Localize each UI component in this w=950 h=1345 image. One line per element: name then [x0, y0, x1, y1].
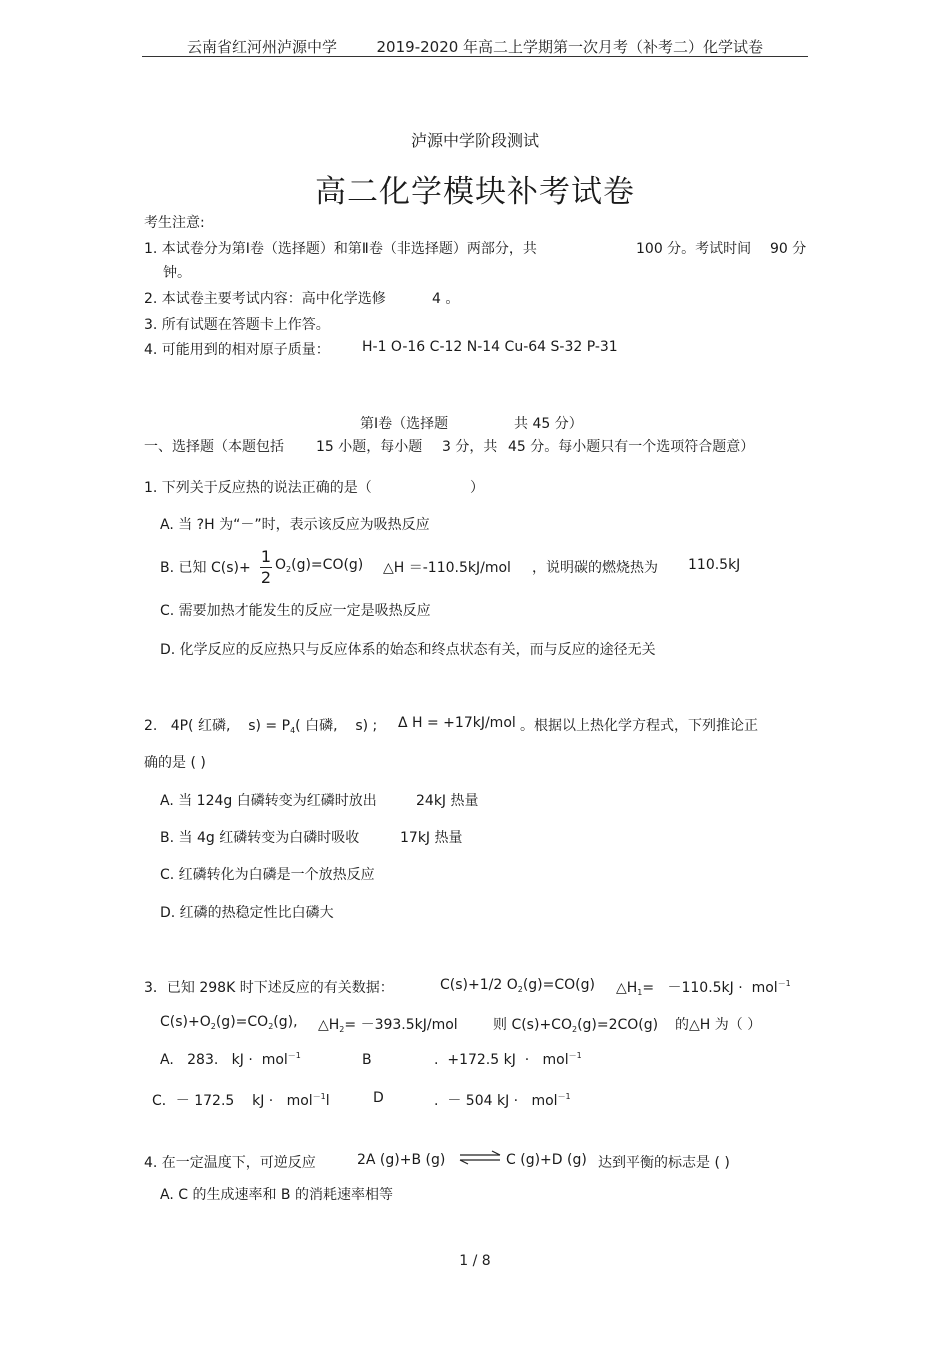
q1-option-b-dh: △H ＝-110.5kJ/mol: [383, 560, 511, 576]
q3-r2a: C(s)+O: [160, 1014, 211, 1030]
q1-eq2: (g)=CO(g): [291, 557, 364, 573]
section-head-b: 共 45 分）: [514, 416, 583, 432]
q3-r2d-sub: 2: [339, 1025, 345, 1034]
q3-option-c: [152, 1090, 330, 1110]
q2-s1: 2. 4P( 红磷, s) = P: [144, 718, 291, 734]
q2-s5: 确的是 ( ): [144, 755, 206, 771]
note-4b: H-1 O-16 C-12 N-14 Cu-64 S-32 P-31: [362, 339, 618, 355]
equilibrium-arrow-icon: [458, 1150, 502, 1166]
note-1b: 100 分。考试时间: [636, 241, 752, 257]
exam-subtitle: 泸源中学阶段测试: [410, 131, 539, 150]
q4-s1: 4. 在一定温度下，可逆反应: [144, 1155, 316, 1171]
q1-option-b-pre: B. 已知 C(s)+: [160, 560, 251, 576]
page-header: [0, 36, 950, 57]
q2-option-d: D. 红磷的热稳定性比白磷大: [160, 905, 334, 921]
q3-b-sup: －1: [568, 1051, 582, 1060]
note-3: 3. 所有试题在答题卡上作答。: [144, 317, 330, 333]
part-intro-b: 15 小题，每小题: [316, 439, 423, 455]
exam-title: 高二化学模块补考试卷: [315, 174, 635, 210]
q1-option-b-eq: [275, 557, 363, 573]
q3-c-sup: －1: [312, 1092, 326, 1101]
q3-r2g: (g)=2CO(g): [577, 1017, 659, 1033]
q3-r2d: △H: [318, 1017, 340, 1033]
note-2a: 2. 本试卷主要考试内容：高中化学选修: [144, 291, 386, 307]
q2-option-c: C. 红磷转化为白磷是一个放热反应: [160, 867, 375, 883]
q3-d-sup: －1: [557, 1092, 571, 1101]
q3-a1: A. 283. kJ · mol: [160, 1052, 288, 1068]
q3-target: [493, 1014, 658, 1034]
q3-option-d: [434, 1090, 571, 1110]
q1-fraction-num: 1: [260, 547, 272, 566]
q3-s4-sub: 1: [637, 988, 643, 997]
note-1c: 90 分: [770, 241, 807, 257]
q2-s2: ( 白磷, s) ;: [295, 718, 378, 734]
q1-fraction-den: 2: [260, 568, 272, 587]
q4-s2: 2A (g)+B (g): [357, 1152, 446, 1168]
q3-s5: = －110.5kJ · mol: [642, 980, 778, 996]
q3-b2: . +172.5 kJ · mol: [434, 1052, 569, 1068]
q4-s3: C (g)+D (g): [506, 1152, 587, 1168]
q1-stem: 1. 下列关于反应热的说法正确的是（: [144, 480, 372, 496]
q3-option-b: [434, 1052, 582, 1068]
q1-fraction: [259, 547, 273, 588]
q3-option-a: [160, 1052, 301, 1068]
q2-s3: Δ H = +17kJ/mol: [398, 715, 516, 731]
note-1d: 钟。: [163, 265, 191, 281]
note-4a: 4. 可能用到的相对原子质量：: [144, 342, 330, 358]
q2-option-b2: 17kJ 热量: [400, 830, 463, 846]
q3-s4: △H: [616, 980, 638, 996]
q1-option-b-post: ，说明碳的燃烧热为: [532, 560, 658, 576]
q3-r2c: (g),: [273, 1014, 298, 1030]
part-intro-d: 45 分。每小题只有一个选项符合题意）: [508, 439, 755, 455]
header-title: 2019-2020 年高二上学期第一次月考（补考二）化学试卷: [376, 38, 764, 56]
q3-a-sup: －1: [287, 1051, 301, 1060]
header-school: 云南省红河州泸源中学: [186, 38, 337, 56]
q1-option-a: A. 当 ?H 为“－”时，表示该反应为吸热反应: [160, 517, 430, 533]
q3-r2f-sub: 2: [571, 1025, 578, 1034]
q2-s1-sub: 4: [290, 726, 296, 735]
q2-option-b1: B. 当 4g 红磷转变为白磷时吸收: [160, 830, 360, 846]
q3-r2h: 的△H 为（ ）: [675, 1017, 762, 1033]
q3-d2: . － 504 kJ · mol: [434, 1093, 558, 1109]
q1-option-c: C. 需要加热才能发生的反应一定是吸热反应: [160, 603, 431, 619]
q3-s2-sub: 2: [517, 985, 523, 994]
q3-reaction-1: [440, 977, 595, 993]
q3-option-d-label: D: [373, 1090, 384, 1106]
q3-r2f: 则 C(s)+CO: [493, 1017, 572, 1033]
notes-heading: 考生注意:: [144, 215, 205, 231]
note-1a: 1. 本试卷分为第Ⅰ卷（选择题）和第Ⅱ卷（非选择题）两部分，共: [144, 241, 537, 257]
q2-s4: 。根据以上热化学方程式，下列推论正: [520, 718, 758, 734]
q2-stem: [144, 715, 377, 735]
q2-option-a2: 24kJ 热量: [416, 793, 479, 809]
q3-dh2: [318, 1014, 458, 1034]
q3-c2: l: [325, 1093, 330, 1109]
q1-stem-close: ）: [470, 480, 484, 496]
q3-s5-sup: －1: [777, 979, 791, 988]
part-intro-a: 一、选择题（本题包括: [144, 439, 284, 455]
q3-r2b: (g)=CO: [215, 1014, 269, 1030]
page-number: 1 / 8: [459, 1253, 491, 1269]
q4-option-a: A. C 的生成速率和 B 的消耗速率相等: [160, 1187, 393, 1203]
part-intro-c: 3 分，共: [442, 439, 498, 455]
q1-o: O: [275, 557, 287, 573]
q3-dh1: [616, 977, 791, 997]
section-head-a: 第Ⅰ卷（选择题: [360, 416, 449, 432]
q1-option-b-val: 110.5kJ: [688, 557, 741, 573]
note-2b: 4 。: [432, 291, 460, 307]
header-divider: [142, 56, 808, 57]
q1-option-d: D. 化学反应的反应热只与反应体系的始态和终点状态有关，而与反应的途径无关: [160, 642, 656, 658]
q4-s4: 达到平衡的标志是 ( ): [598, 1155, 730, 1171]
q3-r2e: = －393.5kJ/mol: [344, 1017, 458, 1033]
q1-o-sub: 2: [286, 565, 292, 574]
q3-reaction-2: [160, 1014, 298, 1030]
q3-c1: C．－ 172.5 kJ · mol: [152, 1093, 313, 1109]
q3-r2a-sub: 2: [210, 1022, 216, 1031]
q3-s2: C(s)+1/2 O: [440, 977, 518, 993]
q2-option-a1: A. 当 124g 白磷转变为红磷时放出: [160, 793, 377, 809]
q3-s3: (g)=CO(g): [522, 977, 595, 993]
q3-r2b-sub: 2: [268, 1022, 274, 1031]
q3-option-b-label: B: [362, 1052, 372, 1068]
q3-s1: 3．已知 298K 时下述反应的有关数据：: [144, 980, 394, 996]
